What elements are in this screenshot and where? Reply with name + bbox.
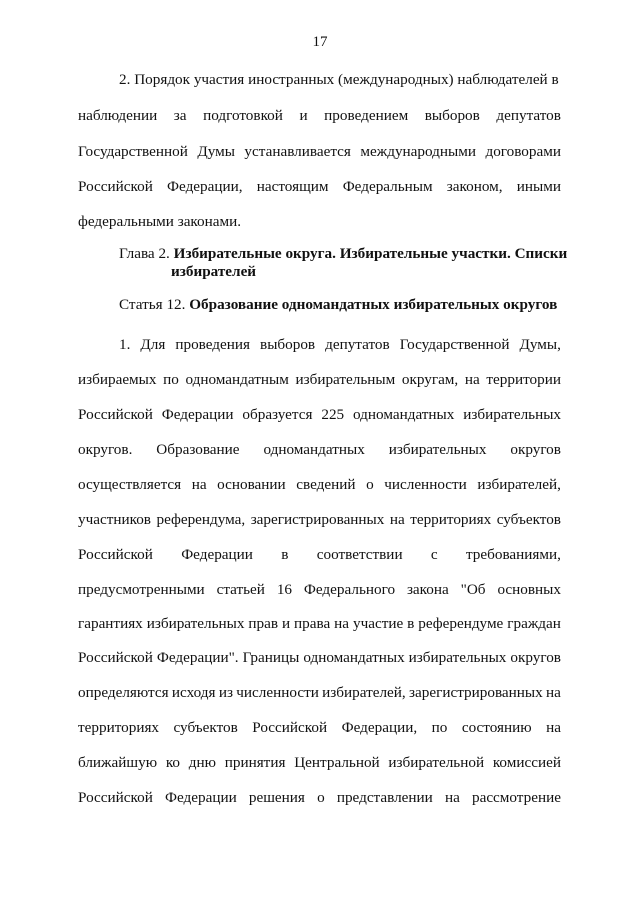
word: образуется xyxy=(242,406,313,423)
word: округам, xyxy=(401,371,459,388)
word: рассмотрение xyxy=(471,789,561,806)
word: Федерального xyxy=(303,581,396,598)
word: избираемых xyxy=(78,371,157,388)
word: Федерации, xyxy=(341,719,418,736)
word: депутатов xyxy=(325,336,390,353)
word: комиссией xyxy=(492,754,561,771)
word: участников xyxy=(78,511,151,528)
paragraph-2-line-4 xyxy=(78,177,561,197)
word: референдуме xyxy=(418,615,504,632)
word: проведением xyxy=(324,107,409,124)
word: Думы, xyxy=(519,336,561,353)
word: подготовкой xyxy=(203,107,283,124)
word: Федерации xyxy=(165,789,237,806)
word: Для xyxy=(140,336,166,353)
word: на xyxy=(444,789,460,806)
word: на xyxy=(546,719,561,736)
word: международными xyxy=(360,143,476,160)
word: статьей xyxy=(216,581,265,598)
word: сведений xyxy=(296,476,356,493)
word: и xyxy=(281,615,291,632)
word: о xyxy=(366,476,374,493)
chapter-title-line-2: избирателей xyxy=(171,263,257,280)
word: соответствии xyxy=(316,546,403,563)
word: избирательных xyxy=(388,441,487,458)
word: настоящим xyxy=(256,178,329,195)
word: одномандатным xyxy=(185,371,289,388)
word: Государственной xyxy=(78,143,188,160)
page-number: 17 xyxy=(312,34,328,50)
article-line-2 xyxy=(78,370,561,390)
word: зарегистрированных xyxy=(250,511,385,528)
article-line-14 xyxy=(78,788,561,808)
word: Государственной xyxy=(399,336,510,353)
word: ко xyxy=(165,754,181,771)
article-line-13 xyxy=(78,753,561,773)
word: участие xyxy=(352,615,404,632)
word: за xyxy=(173,107,187,124)
word: избирательным xyxy=(295,371,396,388)
word: решения xyxy=(248,789,305,806)
paragraph-2-line-1: 2. Порядок участия иностранных (международных) наблюдателей в xyxy=(119,71,559,88)
word: избирательных xyxy=(146,615,245,632)
word: закона xyxy=(406,581,449,598)
article-title: Образование одномандатных избирательных округов xyxy=(189,296,558,313)
article-line-12 xyxy=(78,718,561,738)
word: одномандатных xyxy=(263,441,365,458)
word: 1. xyxy=(119,336,131,353)
word: устанавливается xyxy=(244,143,351,160)
article-line-10 xyxy=(78,648,561,668)
word: численности xyxy=(236,684,319,701)
word: основных xyxy=(497,581,561,598)
word: округов. xyxy=(78,441,133,458)
word: округов xyxy=(510,441,561,458)
word: Образование xyxy=(156,441,240,458)
word: референдума, xyxy=(156,511,246,528)
word: зарегистрированных xyxy=(409,684,543,701)
word: округов xyxy=(510,649,561,666)
word: Федерации". xyxy=(156,649,239,666)
word: состоянию xyxy=(461,719,532,736)
word: по xyxy=(431,719,448,736)
word: на xyxy=(191,476,207,493)
word: из xyxy=(218,684,233,701)
word: с xyxy=(430,546,438,563)
word: на xyxy=(464,371,480,388)
word: предусмотренными xyxy=(78,581,205,598)
word: в xyxy=(407,615,415,632)
word: на xyxy=(546,684,561,701)
article-prefix: Статья 12. xyxy=(119,296,186,313)
word: на xyxy=(389,511,405,528)
article-line-3 xyxy=(78,405,561,425)
article-line-4 xyxy=(78,440,561,460)
article-line-11 xyxy=(78,683,561,703)
word: иными xyxy=(516,178,561,195)
word: Думы xyxy=(197,143,235,160)
word: избирательной xyxy=(388,754,485,771)
word: по xyxy=(163,371,179,388)
word: Российской xyxy=(78,546,153,563)
word: представлении xyxy=(336,789,433,806)
word: избирателей, xyxy=(322,684,406,701)
paragraph-2-line-5: федеральными законами. xyxy=(78,213,242,230)
word: депутатов xyxy=(496,107,561,124)
word: субъектов xyxy=(496,511,561,528)
word: одномандатных xyxy=(303,649,405,666)
word: выборов xyxy=(424,107,480,124)
word: Российской xyxy=(252,719,328,736)
word: Федерации xyxy=(161,406,234,423)
word: законом, xyxy=(446,178,503,195)
word: субъектов xyxy=(173,719,238,736)
word: принятия xyxy=(224,754,286,771)
word: наблюдении xyxy=(78,107,158,124)
word: Центральной xyxy=(294,754,380,771)
article-line-7 xyxy=(78,545,561,565)
word: Федерации, xyxy=(167,178,243,195)
article-line-5 xyxy=(78,475,561,495)
word: о xyxy=(317,789,325,806)
word: проведения xyxy=(175,336,251,353)
article-line-9 xyxy=(78,614,561,634)
word: выборов xyxy=(260,336,316,353)
word: Границы xyxy=(242,649,300,666)
word: определяются xyxy=(78,684,169,701)
chapter-prefix: Глава 2. xyxy=(119,245,170,262)
chapter-title-line-1: Избирательные округа. Избирательные участки. Списки xyxy=(173,245,568,262)
word: избирателей, xyxy=(477,476,561,493)
word: Российской xyxy=(78,649,153,666)
paragraph-2-line-3 xyxy=(78,142,561,162)
word: в xyxy=(281,546,289,563)
word: 16 xyxy=(276,581,292,598)
word: требованиями, xyxy=(465,546,561,563)
article-line-6 xyxy=(78,510,561,530)
word: территориях xyxy=(78,719,160,736)
word: осуществляется xyxy=(78,476,182,493)
word: Федерации xyxy=(181,546,253,563)
word: избирательных xyxy=(408,649,507,666)
word: исходя xyxy=(171,684,216,701)
word: одномандатных xyxy=(353,406,455,423)
word: гарантиях xyxy=(78,615,143,632)
word: "Об xyxy=(460,581,486,598)
article-heading xyxy=(119,295,557,315)
word: численности xyxy=(384,476,467,493)
word: ближайшую xyxy=(78,754,158,771)
article-line-1 xyxy=(119,335,561,355)
word: избирательных xyxy=(463,406,561,423)
word: дню xyxy=(188,754,216,771)
word: на xyxy=(334,615,350,632)
word: Российской xyxy=(78,178,153,195)
word: и xyxy=(299,107,308,124)
chapter-heading xyxy=(119,244,567,264)
word: основании xyxy=(217,476,286,493)
article-line-8 xyxy=(78,580,561,600)
paragraph-2-line-2 xyxy=(78,106,561,126)
word: территориях xyxy=(410,511,492,528)
word: прав xyxy=(248,615,279,632)
word: права xyxy=(294,615,331,632)
word: граждан xyxy=(507,615,561,632)
word: 225 xyxy=(321,406,345,423)
word: договорами xyxy=(485,143,561,160)
word: Российской xyxy=(78,789,153,806)
word: территории xyxy=(486,371,561,388)
word: Федеральным xyxy=(342,178,433,195)
word: Российской xyxy=(78,406,153,423)
